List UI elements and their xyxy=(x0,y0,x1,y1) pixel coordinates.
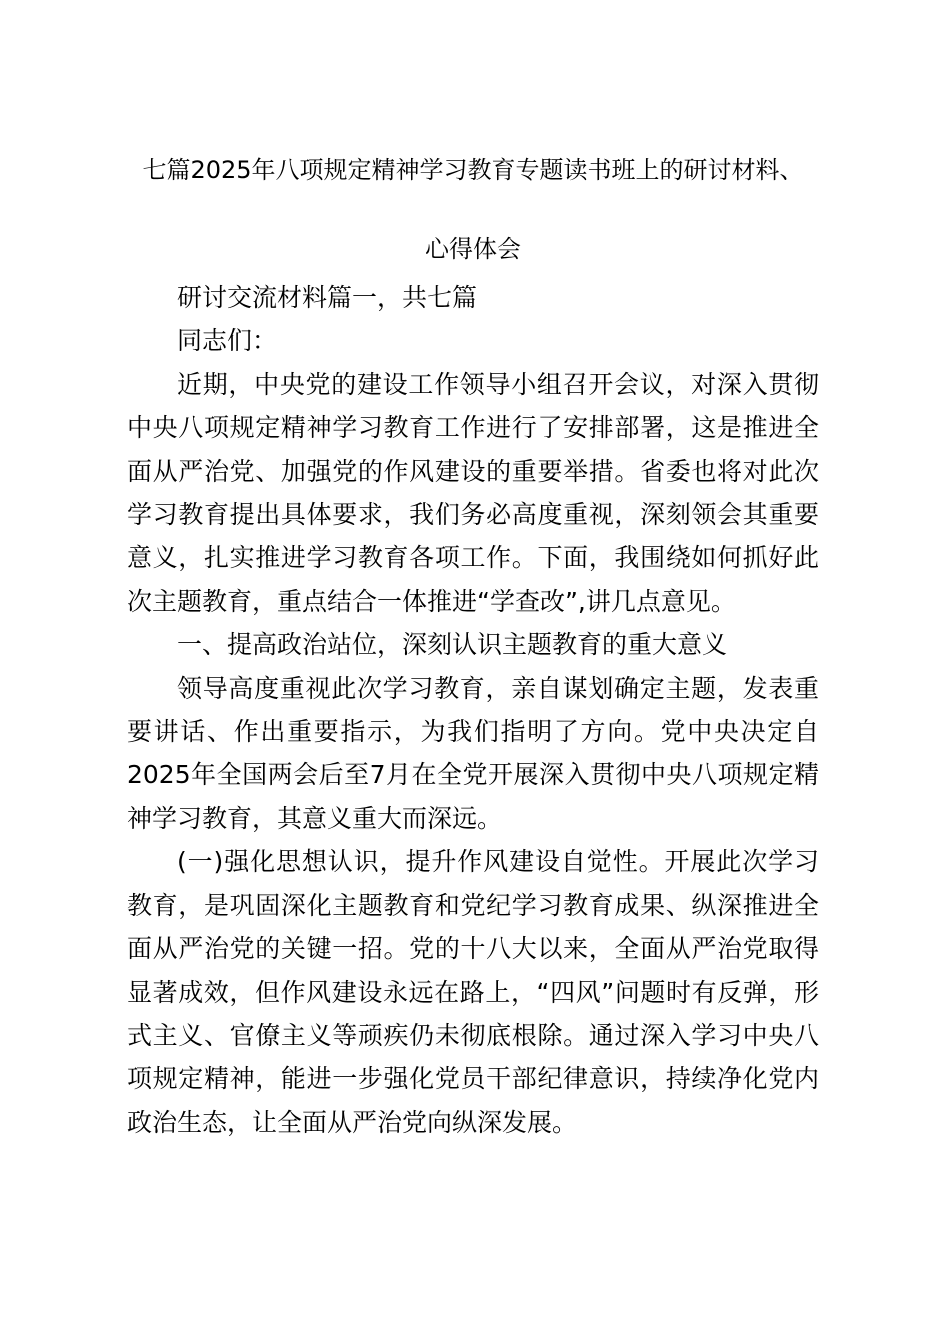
section-heading: 一、提高政治站位，深刻认识主题教育的重大意义 xyxy=(177,630,728,660)
body-paragraph: (一)强化思想认识，提升作风建设自觉性。开展此次学习教育，是巩固深化主题教育和党纪学习教育成果、纵深推进全面从严治党的关键一招。党的十八大以来，全面从严治党取得显著成效，但作风建设永远在路上，“四风”问题时有反弹，形式主义、官僚主义等顽疾仍未彻底根除。通过深入学习中央八项规定精神，能进一步强化党员干部纪律意识，持续净化党内政治生态，让全面从严治党向纵深发展。 xyxy=(127,847,819,1137)
document-title-line-2: 心得体会 xyxy=(425,235,521,263)
document-title-line-1: 七篇2025年八项规定精神学习教育专题读书班上的研讨材料、 xyxy=(142,156,804,184)
series-label: 研讨交流材料篇一，共七篇 xyxy=(177,283,478,312)
document-body xyxy=(127,276,819,1144)
body-paragraph: 近期，中央党的建设工作领导小组召开会议，对深入贯彻中央八项规定精神学习教育工作进行了安排部署，这是推进全面从严治党、加强党的作风建设的重要举措。省委也将对此次学习教育提出具体要求，我们务必高度重视，深刻领会其重要意义，扎实推进学习教育各项工作。下面，我围绕如何抓好此次主题教育，重点结合一体推进“学查改”,讲几点意见。 xyxy=(127,369,819,616)
body-paragraph: 领导高度重视此次学习教育，亲自谋划确定主题，发表重要讲话、作出重要指示，为我们指明了方向。党中央决定自2025年全国两会后至7月在全党开展深入贯彻中央八项规定精神学习教育，其意义重大而深远。 xyxy=(127,673,819,833)
salutation: 同志们： xyxy=(177,326,278,356)
